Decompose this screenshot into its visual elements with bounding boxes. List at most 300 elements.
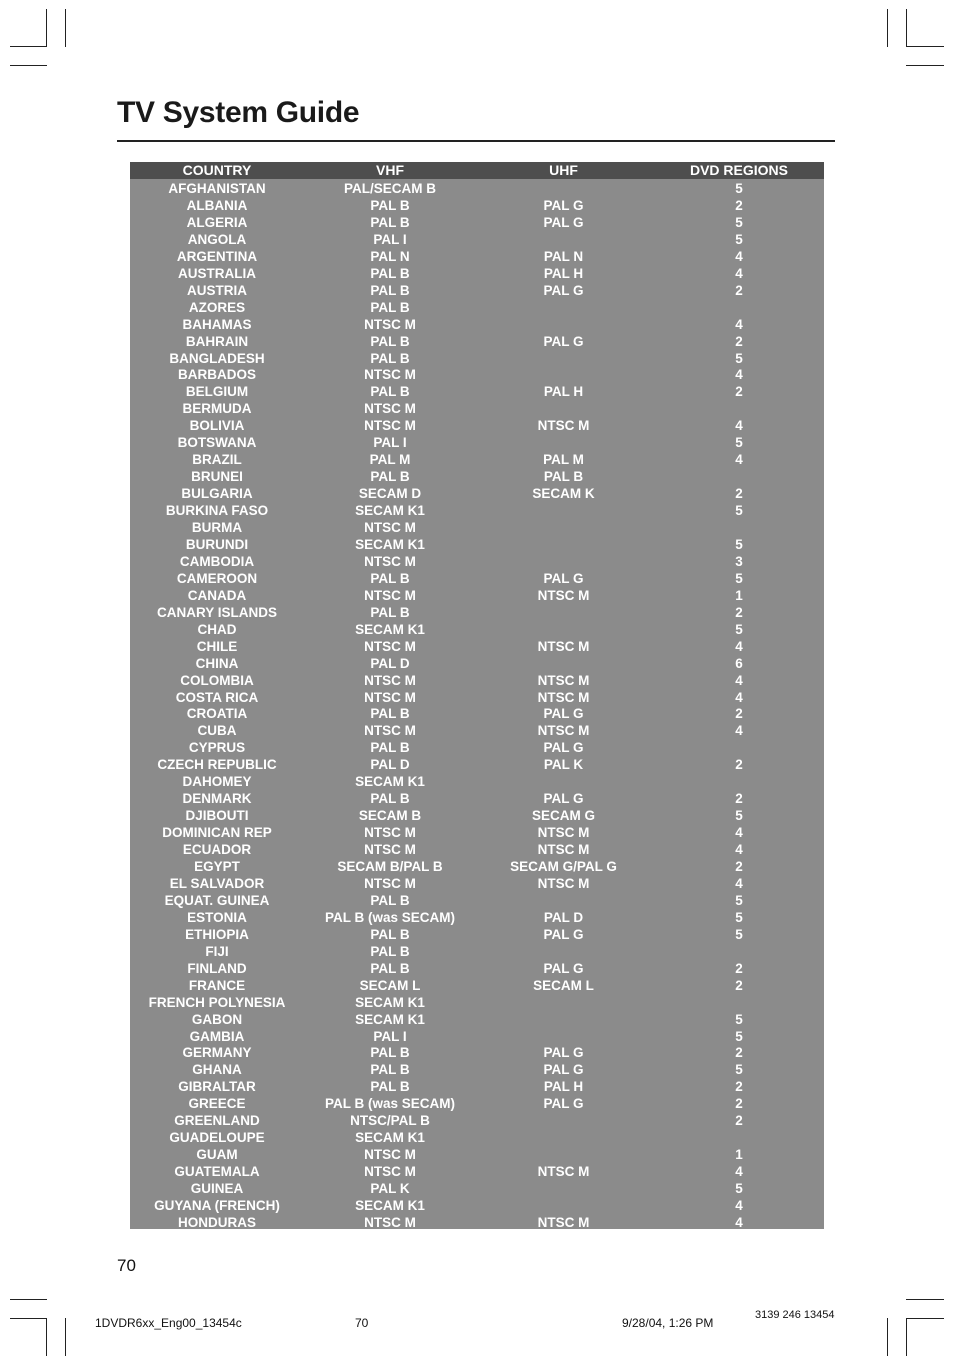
- table-row: [130, 282, 824, 299]
- table-row: [130, 1214, 824, 1231]
- dvd-region-cell: 4: [735, 452, 743, 468]
- crop-mark: [906, 1318, 944, 1319]
- title-rule: [117, 140, 835, 142]
- dvd-region-cell: 2: [735, 1096, 743, 1112]
- vhf-cell: NTSC M: [364, 638, 416, 654]
- vhf-cell: NTSC M: [364, 825, 416, 841]
- country-cell: BOLIVIA: [189, 418, 245, 434]
- table-row: [130, 756, 824, 773]
- dvd-region-cell: [651, 1129, 827, 1146]
- uhf-cell: [476, 943, 651, 960]
- footer-page: 70: [355, 1316, 369, 1330]
- crop-mark: [10, 65, 47, 66]
- vhf-cell: NTSC M: [364, 1214, 416, 1230]
- country-cell: FIJI: [205, 943, 229, 959]
- vhf-cell: PAL B: [370, 706, 410, 722]
- uhf-cell: PAL N: [543, 248, 584, 264]
- uhf-cell: NTSC M: [537, 689, 590, 705]
- vhf-cell: PAL/SECAM B: [343, 181, 436, 196]
- crop-mark: [906, 1299, 944, 1300]
- tv-system-table: [130, 162, 824, 1229]
- dvd-region-cell: 5: [735, 503, 743, 519]
- country-cell: AZORES: [188, 299, 246, 315]
- table-row: [130, 1112, 824, 1129]
- dvd-region-cell: 5: [735, 214, 743, 230]
- table-header: [130, 162, 824, 179]
- dvd-region-cell: 4: [735, 265, 743, 281]
- table-row: [130, 926, 824, 943]
- dvd-region-cell: 4: [735, 672, 743, 688]
- table-row: [130, 824, 824, 841]
- country-cell: GUADELOUPE: [169, 1130, 265, 1146]
- dvd-region-cell: 4: [735, 875, 743, 891]
- dvd-region-cell: 3: [735, 553, 743, 569]
- table-row: [130, 960, 824, 977]
- table-row: [130, 485, 824, 502]
- uhf-cell: [476, 1129, 651, 1146]
- dvd-region-cell: 4: [735, 825, 743, 841]
- dvd-region-cell: 5: [735, 909, 743, 925]
- uhf-cell: [476, 604, 651, 621]
- country-cell: HONDURAS: [177, 1214, 256, 1230]
- dvd-region-cell: [651, 994, 827, 1011]
- table-row: [130, 638, 824, 655]
- table-row: [130, 299, 824, 316]
- country-cell: GREECE: [188, 1096, 246, 1112]
- table-row: [130, 841, 824, 858]
- uhf-cell: NTSC M: [537, 587, 590, 603]
- country-cell: CHINA: [195, 655, 239, 671]
- dvd-region-cell: 6: [735, 655, 743, 671]
- uhf-cell: NTSC M: [537, 875, 590, 891]
- table-row: [130, 1011, 824, 1028]
- country-cell: EL SALVADOR: [169, 875, 265, 891]
- country-cell: BELGIUM: [185, 384, 249, 400]
- vhf-cell: NTSC M: [364, 418, 416, 434]
- table-row: [130, 214, 824, 231]
- country-cell: GAMBIA: [189, 1028, 245, 1044]
- uhf-cell: [476, 773, 651, 790]
- crop-mark: [906, 9, 907, 47]
- dvd-region-cell: 4: [735, 1198, 743, 1213]
- dvd-region-cell: 4: [735, 1164, 743, 1180]
- vhf-cell: NTSC M: [364, 723, 416, 739]
- table-row: [130, 180, 824, 197]
- table-row: [130, 316, 824, 333]
- crop-mark: [10, 1318, 47, 1319]
- dvd-region-cell: 5: [735, 808, 743, 824]
- table-row: [130, 1163, 824, 1180]
- uhf-cell: [476, 892, 651, 909]
- table-row: [130, 536, 824, 553]
- header-uhf: UHF: [549, 162, 578, 178]
- country-cell: GIBRALTAR: [178, 1079, 256, 1095]
- table-row: [130, 1061, 824, 1078]
- country-cell: BANGLADESH: [169, 350, 265, 366]
- country-cell: CANADA: [187, 587, 247, 603]
- dvd-region-cell: 4: [735, 723, 743, 739]
- crop-mark: [46, 9, 47, 47]
- vhf-cell: PAL B: [370, 926, 410, 942]
- country-cell: DAHOMEY: [182, 774, 252, 790]
- table-row: [130, 1095, 824, 1112]
- vhf-cell: NTSC M: [364, 672, 416, 688]
- vhf-cell: PAL B: [370, 350, 410, 366]
- dvd-region-cell: 2: [735, 282, 743, 298]
- dvd-region-cell: 2: [735, 977, 743, 993]
- country-cell: CHAD: [197, 621, 237, 637]
- uhf-cell: PAL B: [543, 469, 584, 485]
- table-row: [130, 705, 824, 722]
- vhf-cell: PAL I: [373, 231, 407, 247]
- vhf-cell: PAL B: [370, 570, 410, 586]
- vhf-cell: PAL D: [370, 757, 410, 773]
- uhf-cell: PAL G: [543, 570, 584, 586]
- country-cell: FRANCE: [188, 977, 246, 993]
- dvd-region-cell: 4: [735, 418, 743, 434]
- table-row: [130, 773, 824, 790]
- country-cell: ALGERIA: [186, 214, 248, 230]
- table-row: [130, 519, 824, 536]
- table-row: [130, 739, 824, 756]
- uhf-cell: [476, 366, 651, 383]
- uhf-cell: NTSC M: [537, 672, 590, 688]
- table-row: [130, 621, 824, 638]
- country-cell: BERMUDA: [182, 401, 252, 417]
- table-row: [130, 790, 824, 807]
- table-row: [130, 248, 824, 265]
- country-cell: ETHIOPIA: [185, 926, 249, 942]
- country-cell: GREENLAND: [174, 1113, 260, 1129]
- dvd-region-cell: 5: [735, 181, 743, 196]
- table-row: [130, 1146, 824, 1163]
- table-row: [130, 502, 824, 519]
- country-cell: ARGENTINA: [176, 248, 258, 264]
- dvd-region-cell: 4: [735, 842, 743, 858]
- table-row: [130, 892, 824, 909]
- uhf-cell: PAL G: [543, 282, 584, 298]
- country-cell: BURMA: [191, 520, 243, 535]
- country-cell: GUINEA: [190, 1181, 244, 1197]
- country-cell: EGYPT: [194, 859, 240, 874]
- uhf-cell: NTSC M: [537, 842, 590, 858]
- vhf-cell: PAL B: [370, 740, 410, 756]
- uhf-cell: [476, 536, 651, 553]
- uhf-cell: [476, 1028, 651, 1045]
- vhf-cell: PAL B: [370, 1079, 410, 1095]
- country-cell: COLOMBIA: [180, 672, 254, 688]
- footer-file: 1DVDR6xx_Eng00_13454c: [95, 1316, 242, 1330]
- vhf-cell: NTSC M: [364, 553, 416, 569]
- vhf-cell: PAL N: [370, 248, 410, 264]
- country-cell: CHILE: [196, 638, 238, 654]
- vhf-cell: NTSC M: [364, 875, 416, 891]
- uhf-cell: PAL H: [543, 384, 584, 400]
- dvd-region-cell: 4: [735, 367, 743, 383]
- uhf-cell: SECAM G: [531, 808, 595, 824]
- vhf-cell: PAL D: [370, 655, 410, 671]
- country-cell: AFGHANISTAN: [168, 181, 266, 196]
- country-cell: ESTONIA: [187, 909, 247, 925]
- vhf-cell: SECAM K1: [355, 536, 425, 552]
- dvd-region-cell: 2: [735, 486, 743, 502]
- uhf-cell: [476, 502, 651, 519]
- table-row: [130, 858, 824, 875]
- country-cell: GUATEMALA: [174, 1164, 260, 1180]
- country-cell: DJIBOUTI: [185, 808, 249, 824]
- uhf-cell: NTSC M: [537, 1214, 590, 1230]
- dvd-region-cell: 5: [735, 536, 743, 552]
- table-row: [130, 994, 824, 1011]
- dvd-region-cell: 5: [735, 570, 743, 586]
- dvd-region-cell: 5: [735, 350, 743, 366]
- vhf-cell: PAL K: [370, 1181, 410, 1197]
- country-cell: BARBADOS: [177, 367, 256, 383]
- table-row: [130, 655, 824, 672]
- country-cell: CAMBODIA: [179, 553, 255, 569]
- crop-mark: [10, 46, 47, 47]
- vhf-cell: PAL B: [370, 299, 410, 315]
- table-row: [130, 451, 824, 468]
- country-cell: CYPRUS: [188, 740, 246, 756]
- uhf-cell: PAL H: [543, 265, 584, 281]
- dvd-region-cell: 5: [735, 1062, 743, 1078]
- dvd-region-cell: 5: [735, 1028, 743, 1044]
- dvd-region-cell: 5: [735, 435, 743, 451]
- table-row: [130, 417, 824, 434]
- vhf-cell: NTSC M: [364, 316, 416, 332]
- vhf-cell: PAL B: [370, 892, 410, 908]
- table-row: [130, 604, 824, 621]
- table-row: [130, 1129, 824, 1146]
- dvd-region-cell: 2: [735, 706, 743, 722]
- country-cell: DENMARK: [182, 791, 252, 807]
- table-row: [130, 909, 824, 926]
- dvd-region-cell: 2: [735, 1045, 743, 1061]
- header-dvd-regions: DVD REGIONS: [689, 162, 788, 178]
- table-row: [130, 672, 824, 689]
- uhf-cell: PAL H: [543, 1079, 584, 1095]
- table-row: [130, 689, 824, 706]
- uhf-cell: PAL G: [543, 1062, 584, 1078]
- vhf-cell: PAL I: [373, 1028, 407, 1044]
- vhf-cell: SECAM K1: [355, 503, 425, 519]
- country-cell: BULGARIA: [181, 486, 253, 502]
- vhf-cell: SECAM B: [358, 808, 422, 824]
- uhf-cell: [476, 519, 651, 536]
- country-cell: FRENCH POLYNESIA: [148, 994, 286, 1010]
- uhf-cell: PAL G: [543, 333, 584, 349]
- table-row: [130, 231, 824, 248]
- uhf-cell: NTSC M: [537, 1164, 590, 1180]
- uhf-cell: [476, 553, 651, 570]
- uhf-cell: PAL G: [543, 197, 584, 213]
- country-cell: AUSTRIA: [187, 282, 247, 298]
- vhf-cell: PAL B: [370, 265, 410, 281]
- country-cell: BAHRAIN: [185, 333, 249, 349]
- uhf-cell: NTSC M: [537, 825, 590, 841]
- country-cell: FINLAND: [187, 960, 247, 976]
- country-cell: GUAM: [196, 1147, 238, 1163]
- table-row: [130, 383, 824, 400]
- dvd-region-cell: [651, 468, 827, 485]
- dvd-region-cell: 2: [735, 791, 743, 807]
- vhf-cell: PAL B: [370, 943, 410, 959]
- country-cell: EQUAT. GUINEA: [164, 892, 270, 908]
- country-cell: ALBANIA: [186, 197, 248, 213]
- country-cell: BRAZIL: [192, 452, 242, 468]
- country-cell: COSTA RICA: [175, 689, 259, 705]
- country-cell: CAMEROON: [176, 570, 258, 586]
- country-cell: BAHAMAS: [182, 316, 252, 332]
- uhf-cell: [476, 621, 651, 638]
- dvd-region-cell: 2: [735, 960, 743, 976]
- vhf-cell: PAL B: [370, 791, 410, 807]
- country-cell: CROATIA: [186, 706, 248, 722]
- vhf-cell: SECAM D: [358, 486, 422, 502]
- dvd-region-cell: [651, 519, 827, 536]
- dvd-region-cell: 5: [735, 231, 743, 247]
- table-row: [130, 350, 824, 367]
- table-row: [130, 333, 824, 350]
- dvd-region-cell: 4: [735, 638, 743, 654]
- uhf-cell: PAL G: [543, 1045, 584, 1061]
- dvd-region-cell: 2: [735, 384, 743, 400]
- vhf-cell: PAL B: [370, 282, 410, 298]
- vhf-cell: PAL B: [370, 384, 410, 400]
- uhf-cell: [476, 1180, 651, 1197]
- dvd-region-cell: 5: [735, 1181, 743, 1197]
- table-row: [130, 1028, 824, 1045]
- uhf-cell: [476, 1112, 651, 1129]
- table-row: [130, 570, 824, 587]
- table-row: [130, 1180, 824, 1197]
- country-cell: GERMANY: [182, 1045, 252, 1061]
- table-row: [130, 1044, 824, 1061]
- uhf-cell: SECAM K: [532, 486, 595, 502]
- uhf-cell: [476, 655, 651, 672]
- crop-mark: [10, 1299, 47, 1300]
- country-cell: CZECH REPUBLIC: [157, 757, 277, 773]
- country-cell: CUBA: [197, 723, 237, 739]
- table-row: [130, 265, 824, 282]
- uhf-cell: PAL G: [543, 1096, 584, 1112]
- crop-mark: [46, 1318, 47, 1356]
- vhf-cell: SECAM K1: [355, 1198, 425, 1213]
- crop-mark: [906, 65, 944, 66]
- table-row: [130, 587, 824, 604]
- dvd-region-cell: [651, 943, 827, 960]
- vhf-cell: SECAM K1: [355, 621, 425, 637]
- dvd-region-cell: 2: [735, 604, 743, 620]
- vhf-cell: PAL B: [370, 214, 410, 230]
- uhf-cell: PAL D: [543, 909, 584, 925]
- uhf-cell: [476, 231, 651, 248]
- table-row: [130, 943, 824, 960]
- uhf-cell: PAL G: [543, 214, 584, 230]
- dvd-region-cell: 5: [735, 621, 743, 637]
- vhf-cell: SECAM B/PAL B: [337, 859, 443, 874]
- crop-mark: [887, 1318, 888, 1356]
- vhf-cell: NTSC M: [364, 520, 416, 535]
- vhf-cell: SECAM K1: [355, 1130, 425, 1146]
- vhf-cell: PAL B (was SECAM): [324, 1096, 456, 1112]
- vhf-cell: NTSC M: [364, 842, 416, 858]
- dvd-region-cell: 4: [735, 248, 743, 264]
- vhf-cell: PAL B: [370, 197, 410, 213]
- uhf-cell: [476, 1011, 651, 1028]
- dvd-region-cell: [651, 739, 827, 756]
- country-cell: BURUNDI: [185, 536, 249, 552]
- dvd-region-cell: [651, 400, 827, 417]
- uhf-cell: PAL G: [543, 706, 584, 722]
- country-cell: BRUNEI: [191, 469, 243, 485]
- crop-mark: [906, 46, 944, 47]
- table-row: [130, 366, 824, 383]
- page-number: 70: [117, 1256, 136, 1275]
- dvd-region-cell: 2: [735, 197, 743, 213]
- dvd-region-cell: 2: [735, 333, 743, 349]
- table-row: [130, 400, 824, 417]
- footer-code: 3139 246 13454: [755, 1309, 835, 1321]
- uhf-cell: [476, 1197, 651, 1214]
- dvd-region-cell: 2: [735, 859, 743, 874]
- dvd-region-cell: 1: [735, 1147, 743, 1163]
- country-cell: BURKINA FASO: [165, 503, 269, 519]
- vhf-cell: PAL I: [373, 435, 407, 451]
- uhf-cell: [476, 1146, 651, 1163]
- vhf-cell: PAL B: [370, 1045, 410, 1061]
- country-cell: ANGOLA: [187, 231, 247, 247]
- vhf-cell: NTSC/PAL B: [350, 1113, 430, 1129]
- uhf-cell: NTSC M: [537, 638, 590, 654]
- dvd-region-cell: 4: [735, 316, 743, 332]
- uhf-cell: NTSC M: [537, 723, 590, 739]
- table-row: [130, 197, 824, 214]
- crop-mark: [65, 1318, 66, 1356]
- table-row: [130, 1197, 824, 1214]
- uhf-cell: [476, 350, 651, 367]
- dvd-region-cell: 2: [735, 1079, 743, 1095]
- country-cell: ECUADOR: [182, 842, 252, 858]
- vhf-cell: NTSC M: [364, 1147, 416, 1163]
- vhf-cell: PAL B: [370, 333, 410, 349]
- table-row: [130, 977, 824, 994]
- vhf-cell: SECAM L: [359, 977, 421, 993]
- dvd-region-cell: 5: [735, 1011, 743, 1027]
- uhf-cell: SECAM L: [533, 977, 594, 993]
- vhf-cell: SECAM K1: [355, 1011, 425, 1027]
- country-cell: CANARY ISLANDS: [156, 604, 277, 620]
- uhf-cell: PAL K: [543, 757, 584, 773]
- uhf-cell: [476, 180, 651, 197]
- crop-mark: [906, 1318, 907, 1356]
- vhf-cell: PAL B: [370, 960, 410, 976]
- country-cell: GUYANA (FRENCH): [154, 1198, 280, 1213]
- uhf-cell: PAL G: [543, 791, 584, 807]
- table-row: [130, 553, 824, 570]
- country-cell: AUSTRALIA: [178, 265, 256, 281]
- uhf-cell: PAL G: [543, 740, 584, 756]
- vhf-cell: NTSC M: [364, 1164, 416, 1180]
- header-vhf: VHF: [376, 162, 404, 178]
- page-title: TV System Guide: [117, 96, 360, 129]
- vhf-cell: PAL B: [370, 1062, 410, 1078]
- dvd-region-cell: [651, 773, 827, 790]
- uhf-cell: PAL M: [543, 452, 584, 468]
- crop-mark: [65, 9, 66, 47]
- header-country: COUNTRY: [182, 162, 252, 178]
